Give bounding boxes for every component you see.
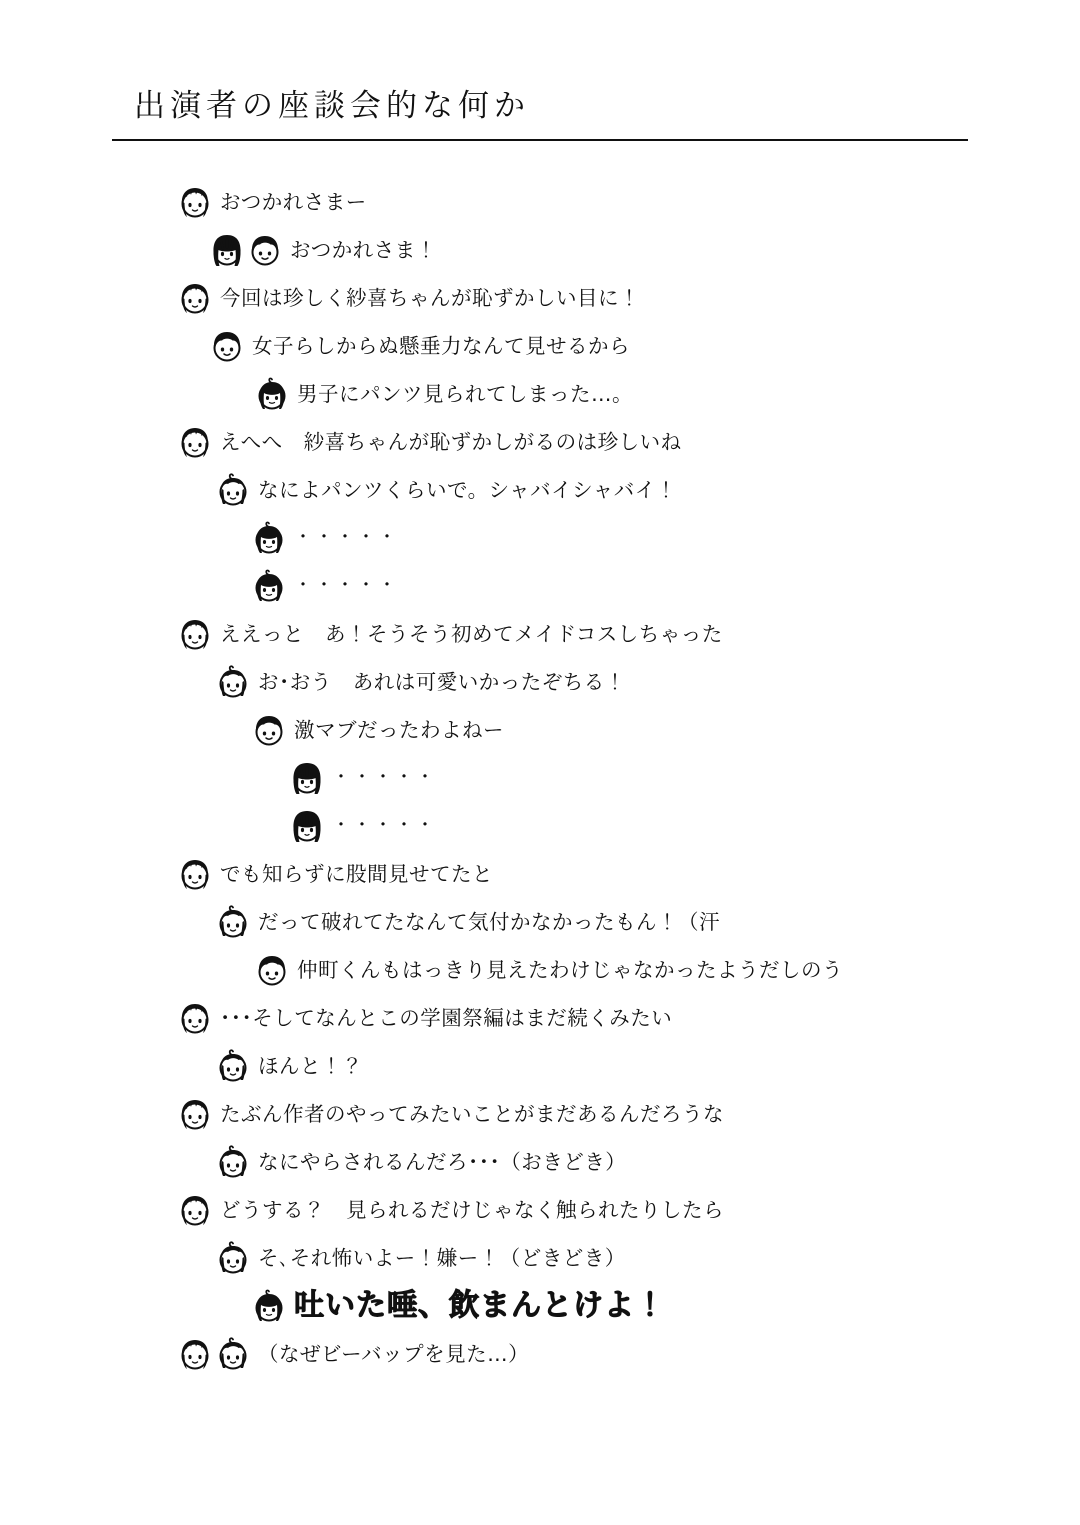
speaker-avatars <box>252 1289 290 1323</box>
bob-hair-girl-icon <box>252 521 286 555</box>
speaker-avatars <box>216 665 254 699</box>
dialogue-text: なにやらされるんだろ･･･（おきどき） <box>258 1149 627 1174</box>
dialogue-line <box>0 946 1080 994</box>
dialogue-line <box>0 1186 1080 1234</box>
dialogue-text: ・・・・・ <box>332 815 437 837</box>
dialogue-text: でも知らずに股間見せてたと <box>220 861 493 886</box>
dialogue-text: お･おう あれは可愛いかったぞちる！ <box>258 669 626 694</box>
dialogue-line <box>0 610 1080 658</box>
spiky-hair-girl-icon <box>178 617 212 651</box>
dialogue-text: 吐いた唾、飲まんとけよ！ <box>294 1288 666 1323</box>
dialogue-text: ･･･そしてなんとこの学園祭編はまだ続くみたい <box>220 1005 673 1030</box>
dialogue-line <box>0 754 1080 802</box>
dialogue-text: ・・・・・ <box>294 527 399 549</box>
speaker-avatars <box>216 905 254 939</box>
ahoge-girl-icon <box>216 473 250 507</box>
dialogue-line <box>0 1234 1080 1282</box>
speaker-avatars <box>216 1241 254 1275</box>
ahoge-girl-icon <box>216 1337 250 1371</box>
spiky-hair-girl-icon <box>178 281 212 315</box>
dialogue-line <box>0 1138 1080 1186</box>
ahoge-girl-icon <box>216 905 250 939</box>
dialogue-line <box>0 850 1080 898</box>
title-divider <box>112 139 968 141</box>
title-block <box>112 80 968 141</box>
dialogue-text: 今回は珍しく紗喜ちゃんが恥ずかしい目に！ <box>220 285 640 310</box>
dialogue-text: 激マブだったわよねー <box>294 717 504 742</box>
round-face-girl-icon <box>252 713 286 747</box>
dialogue-line <box>0 994 1080 1042</box>
speaker-avatars <box>178 1193 216 1227</box>
speaker-avatars <box>252 569 290 603</box>
dialogue-text: なによパンツくらいで。シャバイシャバイ！ <box>258 477 677 502</box>
dialogue-line <box>0 418 1080 466</box>
speaker-avatars <box>178 1337 254 1371</box>
dialogue-text: ・・・・・ <box>332 767 437 789</box>
round-face-girl-icon <box>255 953 289 987</box>
dialogue-line <box>0 178 1080 226</box>
dialogue-text: （なぜビーバップを見た…） <box>258 1341 530 1366</box>
dialogue-line <box>0 1330 1080 1378</box>
round-face-girl-icon <box>248 233 282 267</box>
dialogue-line <box>0 562 1080 610</box>
spiky-hair-girl-icon <box>178 1097 212 1131</box>
ahoge-girl-icon <box>216 1241 250 1275</box>
dialogue-line <box>0 1282 1080 1330</box>
speaker-avatars <box>216 1049 254 1083</box>
speaker-avatars <box>290 809 328 843</box>
dialogue-line <box>0 322 1080 370</box>
speaker-avatars <box>210 233 286 267</box>
spiky-hair-girl-icon <box>178 1337 212 1371</box>
ahoge-girl-icon <box>216 1145 250 1179</box>
dialogue-text: おつかれさま！ <box>290 237 437 262</box>
dialogue-line <box>0 898 1080 946</box>
speaker-avatars <box>178 617 216 651</box>
dialogue-line <box>0 514 1080 562</box>
dialogue-line <box>0 706 1080 754</box>
page-title: 出演者の座談会的な何か <box>134 88 530 124</box>
dialogue-text: ・・・・・ <box>294 575 399 597</box>
bob-hair-girl-icon <box>252 1289 286 1323</box>
spiky-hair-girl-icon <box>178 185 212 219</box>
spiky-hair-girl-icon <box>178 857 212 891</box>
dialogue-line <box>0 1090 1080 1138</box>
speaker-avatars <box>252 713 290 747</box>
speaker-avatars <box>216 1145 254 1179</box>
dialogue-text: えへへ 紗喜ちゃんが恥ずかしがるのは珍しいね <box>220 429 682 454</box>
speaker-avatars <box>178 1097 216 1131</box>
dialogue-text: ええっと あ！そうそう初めてメイドコスしちゃった <box>220 621 723 646</box>
dialogue-text: 仲町くんもはっきり見えたわけじゃなかったようだしのう <box>297 957 843 982</box>
round-face-girl-icon <box>210 329 244 363</box>
speaker-avatars <box>178 1001 216 1035</box>
speaker-avatars <box>178 425 216 459</box>
ahoge-girl-icon <box>216 665 250 699</box>
dialogue-line <box>0 658 1080 706</box>
dialogue-text: どうする？ 見られるだけじゃなく触られたりしたら <box>220 1197 724 1222</box>
speaker-avatars <box>178 185 216 219</box>
speaker-avatars <box>290 761 328 795</box>
ahoge-girl-icon <box>216 1049 250 1083</box>
dialogue-text: たぶん作者のやってみたいことがまだあるんだろうな <box>220 1101 724 1126</box>
speaker-avatars <box>178 857 216 891</box>
dialogue-text: 男子にパンツ見られてしまった…。 <box>297 381 633 406</box>
speaker-avatars <box>255 953 293 987</box>
spiky-hair-girl-icon <box>178 1193 212 1227</box>
bob-hair-girl-icon <box>255 377 289 411</box>
long-hair-girl-icon <box>290 761 324 795</box>
speaker-avatars <box>216 473 254 507</box>
speaker-avatars <box>252 521 290 555</box>
dialogue-line <box>0 370 1080 418</box>
dialogue-text: だって破れてたなんて気付かなかったもん！（汗 <box>258 909 720 934</box>
dialogue-list <box>0 178 1080 1378</box>
speaker-avatars <box>210 329 248 363</box>
bob-hair-girl-icon <box>252 569 286 603</box>
dialogue-text: おつかれさまー <box>220 189 367 214</box>
dialogue-line <box>0 466 1080 514</box>
dialogue-line <box>0 226 1080 274</box>
long-hair-girl-icon <box>210 233 244 267</box>
speaker-avatars <box>255 377 293 411</box>
spiky-hair-girl-icon <box>178 425 212 459</box>
dialogue-text: ほんと！？ <box>258 1053 363 1078</box>
dialogue-line <box>0 274 1080 322</box>
speaker-avatars <box>178 281 216 315</box>
dialogue-line <box>0 802 1080 850</box>
long-hair-girl-icon <box>290 809 324 843</box>
spiky-hair-girl-icon <box>178 1001 212 1035</box>
dialogue-line <box>0 1042 1080 1090</box>
dialogue-text: そ､それ怖いよー！嫌ー！（どきどき） <box>258 1245 626 1270</box>
dialogue-text: 女子らしからぬ懸垂力なんて見せるから <box>252 333 630 358</box>
